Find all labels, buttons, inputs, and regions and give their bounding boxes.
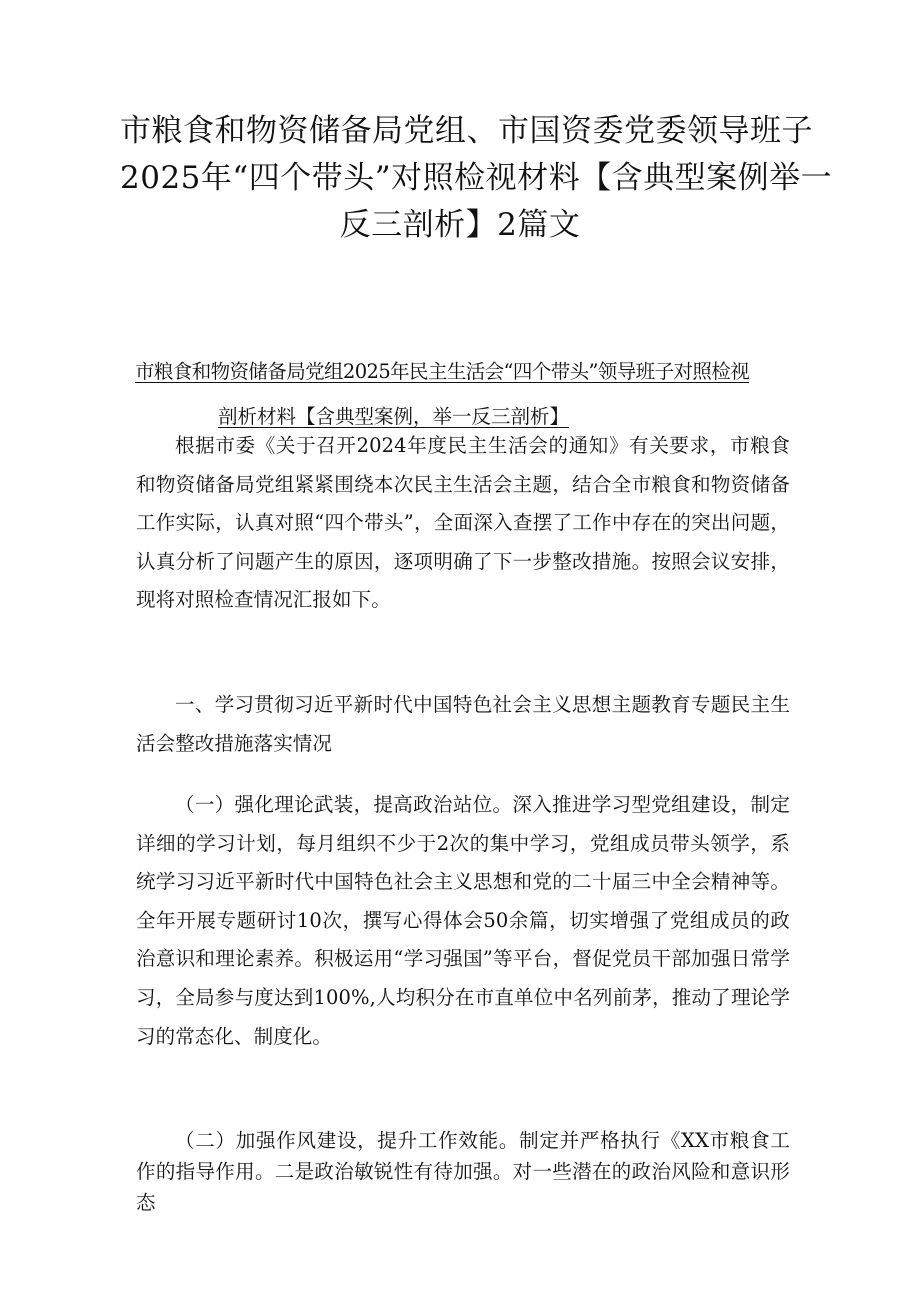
document-title [120, 108, 833, 249]
title-line-2: 2025年“四个带头”对照检视材料【含典型案例举一 [120, 160, 833, 196]
section-one-heading: 一、学习贯彻习近平新时代中国特色社会主义思想主题教育专题民主生活会整改措施落实情况 [136, 693, 790, 755]
title-line-3: 反三剖析】2篇文 [339, 207, 581, 243]
paragraph-work-style: （二）加强作风建设，提升工作效能。制定并严格执行《XX市粮食工作的指导作用。二是政治敏锐性有待加强。对一些潜在的政治风险和意识形态 [136, 1129, 790, 1214]
section-heading-line-2: 剖析材料【含典型案例，举一反三剖析】 [218, 405, 570, 428]
intro-paragraph: 根据市委《关于召开2024年度民主生活会的通知》有关要求，市粮食和物资储备局党组紧紧围绕本次民主生活会主题，结合全市粮食和物资储备工作实际，认真对照“四个带头”，全面深入查摆了工作中存在的突出问题，认真分析了问题产生的原因，逐项明确了下一步整改措施。按照会议安排，现将对照检查情况汇报如下。 [136, 434, 790, 612]
paragraph-strengthen-theory: （一）强化理论武装，提高政治站位。深入推进学习型党组建设，制定详细的学习计划，每月组织不少于2次的集中学习，党组成员带头领学，系统学习习近平新时代中国特色社会主义思想和党的二十届三中全会精神等。全年开展专题研讨10次，撰写心得体会50余篇，切实增强了党组成员的政治意识和理论素养。积极运用“学习强国”等平台，督促党员干部加强日常学习，全局参与度达到100%,人均积分在市直单位中名列前茅，推动了理论学习的常态化、制度化。 [136, 793, 790, 1048]
title-line-1: 市粮食和物资储备局党组、市国资委党委领导班子 [120, 113, 813, 149]
section-heading-line-1: 市粮食和物资储备局党组2025年民主生活会“四个带头”领导班子对照检视 [135, 360, 750, 383]
